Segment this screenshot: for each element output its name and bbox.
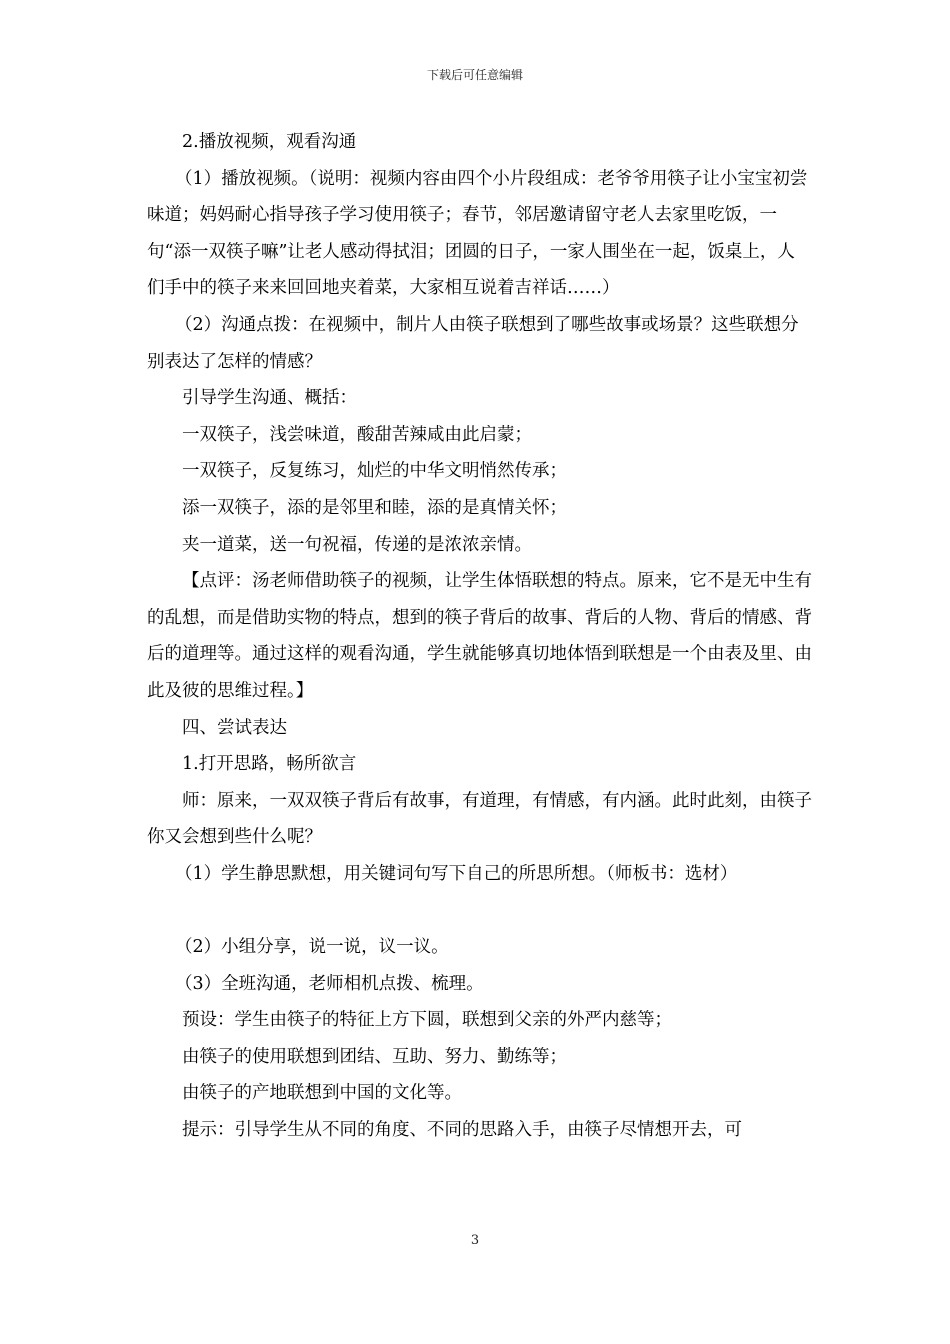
paragraph-step-2: （2）小组分享，说一说，议一议。 bbox=[175, 937, 449, 958]
paragraph-comment: 【点评：汤老师借助筷子的视频，让学生体悟联想的特点。原来，它不是无中生有的乱想，而是借助实物的特点，想到的筷子背后的故事、背后的人物、背后的情感、背后的道理等。通过这样的观看沟通，学生就能够真切地体悟到联想是一个由表及里、由此及彼的思维过程。】 bbox=[147, 571, 812, 701]
subheading-open-mind: 1.打开思路，畅所欲言 bbox=[182, 754, 357, 775]
page-number: 3 bbox=[470, 1233, 480, 1248]
paragraph-preset-2: 由筷子的使用联想到团结、互助、努力、勤练等； bbox=[182, 1046, 567, 1067]
blank-line bbox=[147, 892, 812, 929]
paragraph-discussion-prompt: （2）沟通点拨：在视频中，制片人由筷子联想到了哪些故事或场景？这些联想分别表达了怎样的情感？ bbox=[147, 314, 799, 372]
paragraph-line-4: 夹一道菜，送一句祝福，传递的是浓浓亲情。 bbox=[182, 534, 532, 555]
paragraph-line-3: 添一双筷子，添的是邻里和睦，添的是真情关怀； bbox=[182, 497, 567, 518]
page-header: 下载后可任意编辑 bbox=[426, 68, 523, 82]
document-body bbox=[147, 124, 812, 1149]
paragraph-line-1: 一双筷子，浅尝味道，酸甜苦辣咸由此启蒙； bbox=[182, 424, 532, 445]
paragraph-teacher-question: 师：原来，一双双筷子背后有故事，有道理，有情感，有内涵。此时此刻，由筷子你又会想到些什么呢？ bbox=[147, 790, 812, 848]
paragraph-preset: 预设：学生由筷子的特征上方下圆，联想到父亲的外严内慈等； bbox=[182, 1010, 672, 1031]
section-heading-play-video: 2.播放视频，观看沟通 bbox=[182, 132, 357, 152]
paragraph-step-3: （3）全班沟通，老师相机点拨、梳理。 bbox=[175, 973, 484, 994]
paragraph-step-1: （1）学生静思默想，用关键词句写下自己的所思所想。（师板书：选材） bbox=[175, 863, 738, 884]
paragraph-video-description: （1）播放视频。（说明：视频内容由四个小片段组成：老爷爷用筷子让小宝宝初尝味道；妈妈耐心指导孩子学习使用筷子；春节，邻居邀请留守老人去家里吃饭，一句“添一双筷子嘛”让老人感动得拭泪；团圆的日子，一家人围坐在一起，饭桌上，人们手中的筷子来来回回地夹着菜，大家相互说着吉祥话……） bbox=[147, 168, 808, 299]
section-heading-try-expression: 四、尝试表达 bbox=[182, 717, 287, 738]
paragraph-hint: 提示：引导学生从不同的角度、不同的思路入手，由筷子尽情想开去，可 bbox=[182, 1120, 742, 1141]
paragraph-guide-students: 引导学生沟通、概括： bbox=[182, 388, 357, 409]
paragraph-preset-3: 由筷子的产地联想到中国的文化等。 bbox=[182, 1083, 462, 1104]
paragraph-line-2: 一双筷子，反复练习，灿烂的中华文明悄然传承； bbox=[182, 461, 567, 482]
